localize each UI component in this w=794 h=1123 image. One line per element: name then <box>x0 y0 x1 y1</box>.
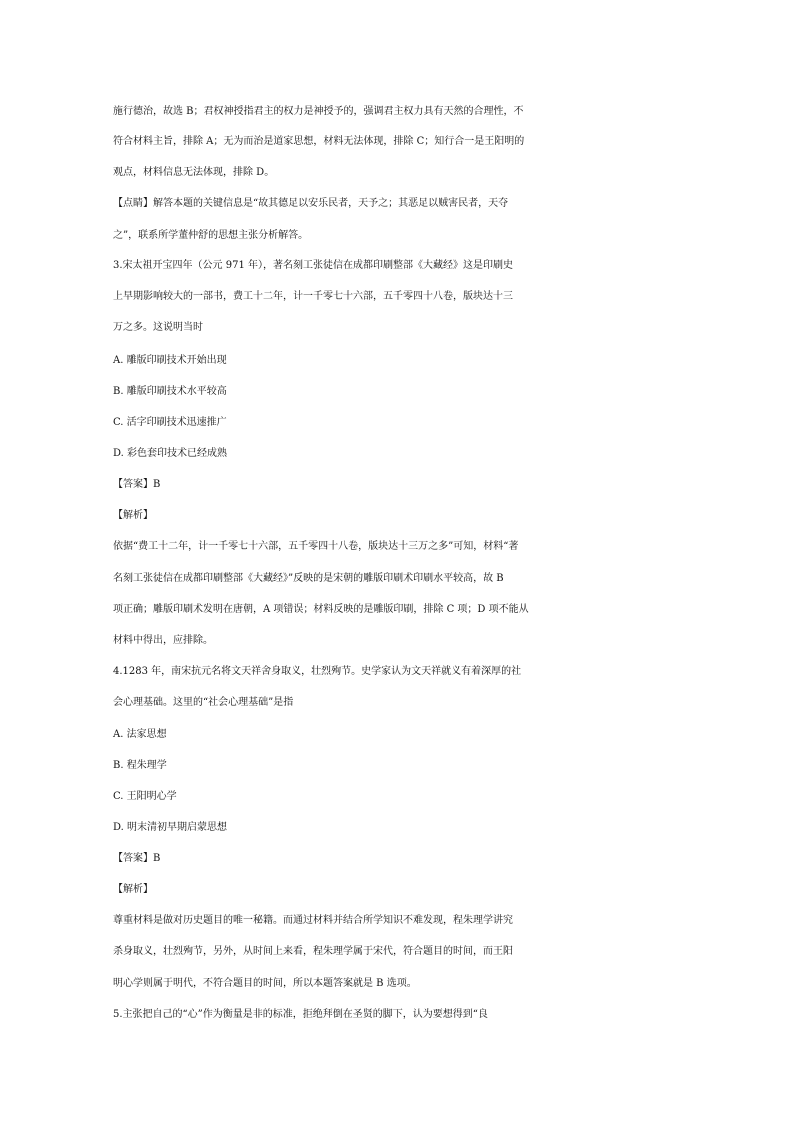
analysis-line: 尊重材料是做对历史题目的唯一秘籍。而通过材料并结合所学知识不难发现，程朱理学讲究 <box>113 915 513 926</box>
text-line: 之”，联系所学董仲舒的思想主张分析解答。 <box>113 230 309 241</box>
analysis-label: 【解析】 <box>113 510 153 521</box>
analysis-label: 【解析】 <box>113 884 153 895</box>
question-line: 5.主张把自己的“心”作为衡量是非的标准，拒绝拜倒在圣贤的脚下，认为要想得到“良 <box>113 1009 488 1020</box>
option-a: A. 雕版印刷技术开始出现 <box>113 355 227 366</box>
question-line: 会心理基础。这里的“社会心理基础”是指 <box>113 697 294 708</box>
option-c: C. 王阳明心学 <box>113 791 177 802</box>
question-line: 万之多。这说明当时 <box>113 322 203 333</box>
answer-label: 【答案】B <box>113 479 161 490</box>
question-line: 上早期影响较大的一部书，费工十二年，计一千零七十六部，五千零四十八卷，版块达十三 <box>113 291 513 302</box>
option-b: B. 雕版印刷技术水平较高 <box>113 386 227 397</box>
analysis-line: 名刻工张徒信在成都印刷整部《大藏经》”反映的是宋朝的雕版印刷术印刷水平较高，故 B <box>113 573 504 584</box>
analysis-line: 项正确；雕版印刷术发明在唐朝，A 项错误；材料反映的是雕版印刷，排除 C 项；D 项不能从 <box>113 604 529 615</box>
comment-line: 【点睛】解答本题的关键信息是“故其德足以安乐民者，天予之；其恶足以贼害民者，天夺 <box>113 198 509 209</box>
answer-label: 【答案】B <box>113 853 161 864</box>
analysis-line: 材料中得出，应排除。 <box>113 635 213 646</box>
text-line: 观点，材料信息无法体现，排除 D。 <box>113 167 275 178</box>
question-line: 3.宋太祖开宝四年（公元 971 年），著名刻工张徒信在成都印刷整部《大藏经》这是印刷史 <box>113 260 513 271</box>
question-line: 4.1283 年，南宋抗元名将文天祥舍身取义，壮烈殉节。史学家认为文天祥就义有着深厚的社 <box>113 666 522 677</box>
option-c: C. 活字印刷技术迅速推广 <box>113 417 227 428</box>
text-line: 符合材料主旨，排除 A；无为而治是道家思想，材料无法体现，排除 C；知行合一是王阳明的 <box>113 136 525 147</box>
option-d: D. 彩色套印技术已经成熟 <box>113 448 228 459</box>
text-line: 施行德治，故选 B；君权神授指君主的权力是神授予的，强调君主权力具有天然的合理性，不 <box>113 106 524 117</box>
option-d: D. 明末清初早期启蒙思想 <box>113 822 228 833</box>
analysis-line: 杀身取义，壮烈殉节，另外，从时间上来看，程朱理学属于宋代，符合题目的时间，而王阳 <box>113 946 513 957</box>
analysis-line: 依据“费工十二年，计一千零七十六部，五千零四十八卷，版块达十三万之多”可知，材料“著 <box>113 541 519 552</box>
option-a: A. 法家思想 <box>113 729 167 740</box>
analysis-line: 明心学则属于明代，不符合题目的时间，所以本题答案就是 B 选项。 <box>113 978 417 989</box>
option-b: B. 程朱理学 <box>113 760 167 771</box>
